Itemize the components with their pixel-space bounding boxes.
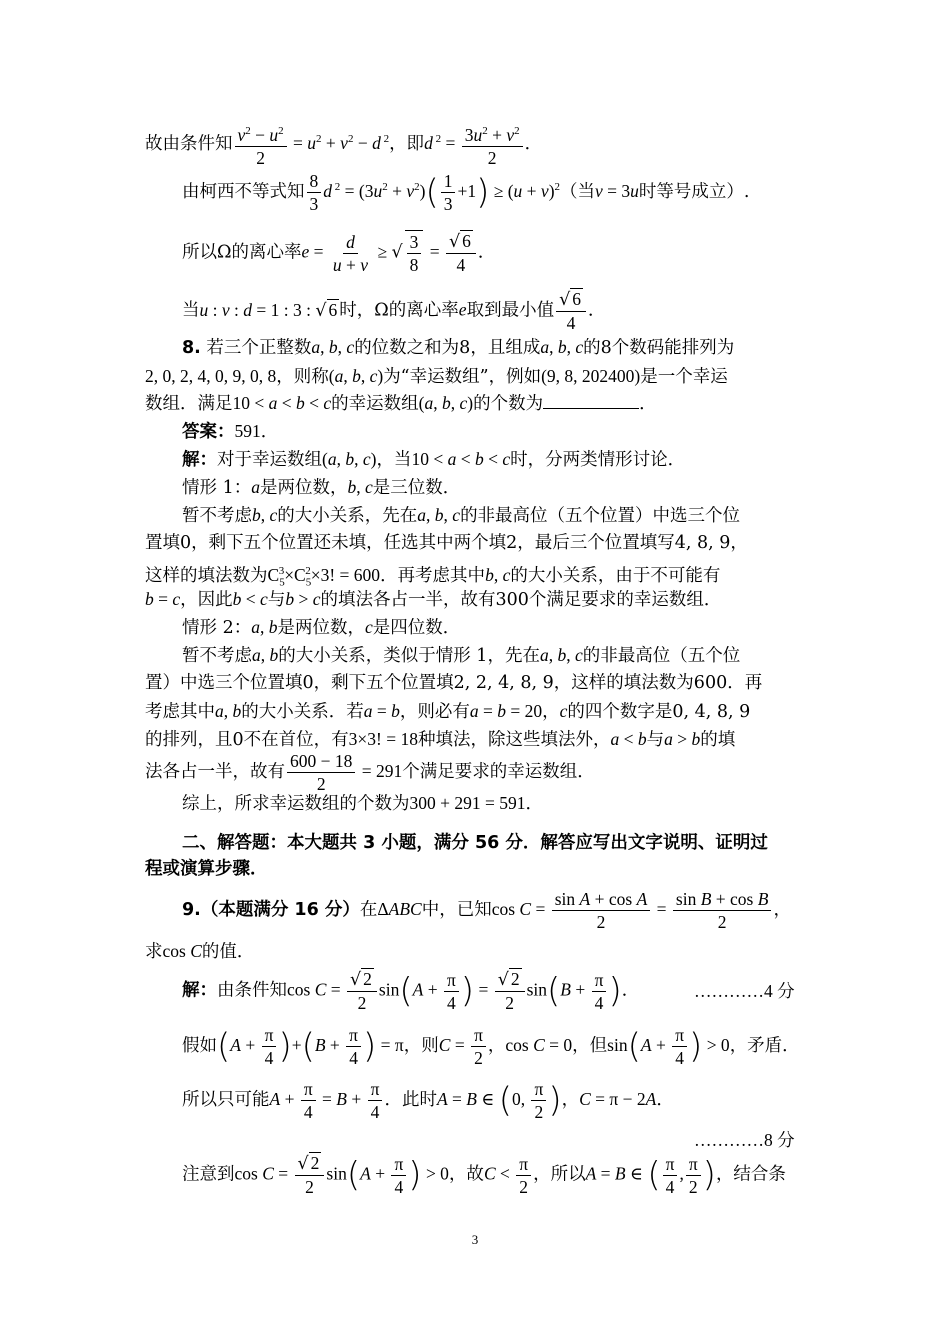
text-line: 所以Ω的离心率e = $\frac{d}{u + v}$ ≥ √ $\frac{3}{8}$ = $\frac{√ 6}{4}$ ． <box>182 231 496 275</box>
answer-line: 答案：591． <box>182 421 279 442</box>
text-line: 综上，所求幸运数组的个数为300 + 291 = 591． <box>182 793 543 814</box>
text-line: 情形 1：a是两位数，b, c是三位数． <box>182 477 461 498</box>
text-line: b = c，因此b < c与b > c的填法各占一半，故有300个满足要求的幸运数组． <box>145 589 722 610</box>
text-line: 注意到cos C = $\frac{√ 2}{2}$ sin(A + $\frac{\pi}{4}$ ) > 0，故C < $\frac{\pi}{2}$ ，所以A = B ∈ ( $\frac{\pi}{4}$ , $\frac{\pi}{2}$ )，结合条 <box>182 1153 786 1197</box>
text-line: 考虑其中a, b的大小关系．若a = b，则必有a = b = 20，c的四个数字是0, 4, 8, 9 <box>145 701 751 722</box>
question-8: 8. 若三个正整数a, b, c的位数之和为8，且组成a, b, c的8个数码能排列为 <box>182 337 735 358</box>
page-number: 3 <box>471 1232 479 1247</box>
text-line: 数组．满足10 < a < b < c的幸运数组(a, b, c)的个数为 ． <box>145 390 657 417</box>
text-line: 这样的填法数为$C_5^3\times C_5^2\times 3$! = 600．再考虑其中b, c的大小关系，由于不可能有 <box>145 564 721 589</box>
solution-line: 解：由条件知cos C = $\frac{√ 2}{2}$ sin(A + $\frac{\pi}{4}$ ) = $\frac{√ 2}{2}$ sin(B + $\frac{\pi}{4}$ )． <box>182 969 640 1013</box>
text-line: 置）中选三个位置填0，剩下五个位置填2, 2, 4, 8, 9，这样的填法数为600．再 <box>145 673 763 693</box>
text-line: 所以只可能A + $\frac{\pi}{4}$ = B + $\frac{\pi}{4}$ ．此时A = B ∈ (0, $\frac{\pi}{2}$ )，C = π − 2A． <box>182 1079 674 1122</box>
text-line: 情形 2：a, b是两位数，c是四位数． <box>182 617 461 638</box>
question-9: 9.（本题满分 16 分）在ΔABC中，已知cos C = $\frac{\text{sin A + cos A}}{2}$ = $\frac{\text{sin B + cos B}}{2}$ ， <box>182 889 791 932</box>
solution-line: 解：对于幸运数组(a, b, c)，当10 < a < b < c时，分两类情形讨论． <box>182 449 686 470</box>
section-heading: 二、解答题：本大题共 3 小题，满分 56 分．解答应写出文字说明、证明过 <box>182 833 768 853</box>
text-line: 暂不考虑a, b的大小关系，类似于情形 1，先在a, b, c的非最高位（五个位 <box>182 645 741 666</box>
text-line: 的排列，且0不在首位，有3×3! = 18种填法，除这些填法外，a < b与a > b的填 <box>145 729 736 750</box>
text-line: 求cos C的值． <box>145 941 255 962</box>
text-line: 置填0，剩下五个位置还未填，任选其中两个填2，最后三个位置填写4, 8, 9， <box>145 533 748 553</box>
section-heading: 程或演算步骤． <box>145 859 268 879</box>
text-line: 当u : v : d = 1 : 3 : √ 6 时，Ω的离心率e取到最小值 $\frac{√ 6}{4}$ ． <box>182 289 606 333</box>
score-marker: …………8 分 <box>694 1130 795 1150</box>
answer-blank <box>543 390 639 409</box>
text-line: 故由条件知 $\frac{v^2 - u^2}{2}$ = $u^2 + v^2 - d$ $^2$，即d $^2$ = $\frac{3u^2 + v^2}{2}$ ． <box>145 120 542 169</box>
score-marker: …………4 分 <box>694 981 795 1001</box>
text-line: 假如(A + $\frac{\pi}{4}$ )+(B + $\frac{\pi}{4}$ ) = π，则C = $\frac{\pi}{2}$ ，cos C = 0，但sin(A + $\frac{\pi}{4}$ ) > 0，矛盾． <box>182 1025 800 1068</box>
text-line: 2, 0, 2, 4, 0, 9, 0, 8，则称(a, b, c)为“幸运数组”，例如(9, 8, 202400)是一个幸运 <box>145 366 728 387</box>
text-line: 由柯西不等式知 $\frac{8}{3}$ d $^2 = (3u^2 + v^2)$( $\frac{1}{3}$ $+1) \ge (u + v)^2$（当v = 3u时等号成立）. <box>182 171 750 214</box>
text-line: 暂不考虑b, c的大小关系，先在a, b, c的非最高位（五个位置）中选三个位 <box>182 505 741 526</box>
text-line: 法各占一半，故有 $\frac{600 - 18}{2}$ = 291个满足要求的幸运数组． <box>145 751 595 794</box>
